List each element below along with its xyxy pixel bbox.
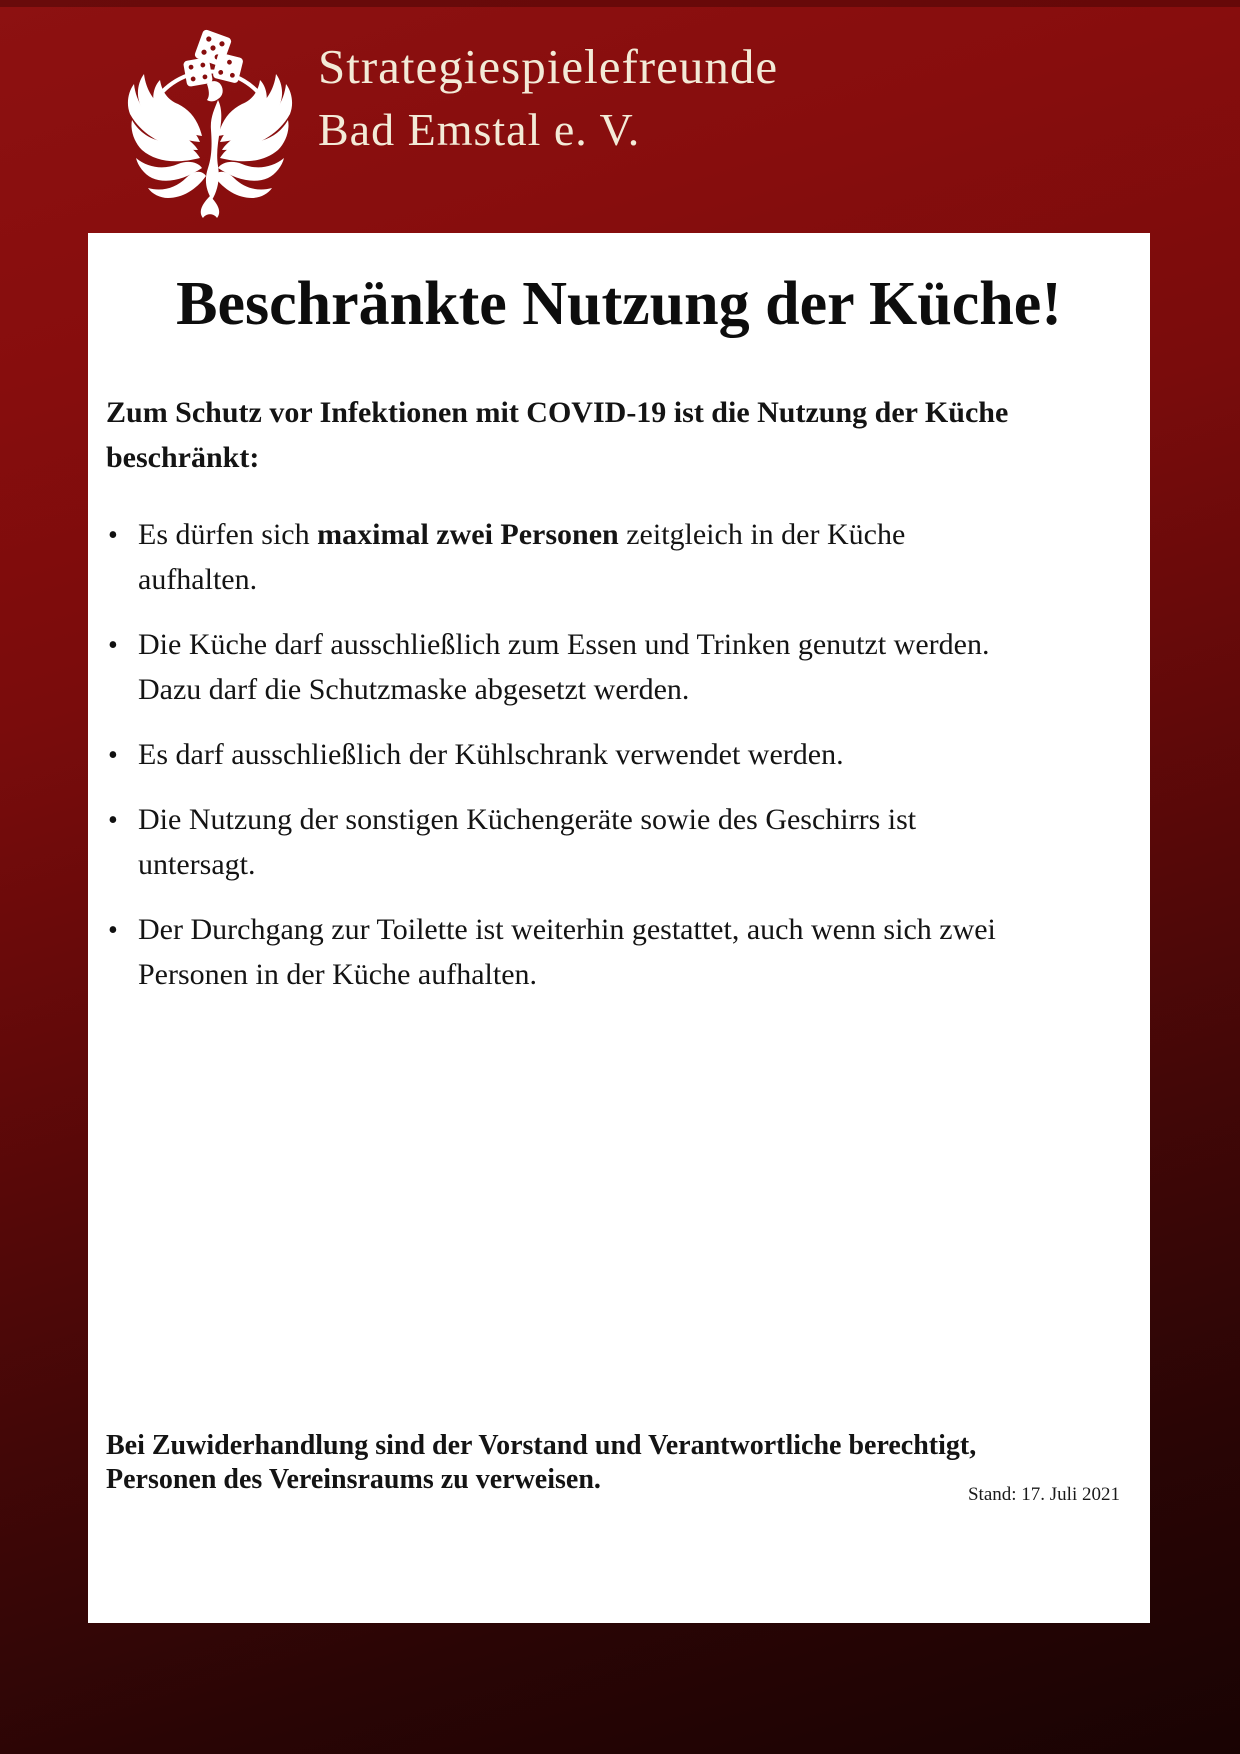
notice-card — [88, 233, 1150, 1623]
phoenix-dice-logo-icon — [110, 18, 310, 218]
page-title: Beschränkte Nutzung der Küche! — [176, 270, 1062, 338]
org-name — [318, 40, 778, 155]
list-item: • Die Küche darf ausschließlich zum Essen und Trinken genutzt werden. Dazu darf die Schutzmaske abgesetzt werden. — [108, 622, 1018, 712]
list-item: • Die Nutzung der sonstigen Küchengeräte sowie des Geschirrs ist untersagt. — [108, 797, 1018, 887]
date-stamp: Stand: 17. Juli 2021 — [967, 1484, 1120, 1505]
intro-text: Zum Schutz vor Infektionen mit COVID-19 ist die Nutzung der Küche beschränkt: — [106, 396, 1009, 475]
list-item: • Es darf ausschließlich der Kühlschrank verwendet werden. — [108, 732, 1018, 777]
rules-list — [88, 512, 1150, 997]
org-name-line2: Bad Emstal e. V. — [318, 103, 641, 155]
list-item: • Es dürfen sich maximal zwei Personen zeitgleich in der Küche aufhalten. — [108, 512, 1018, 602]
org-name-line1: Strategiespielefreunde — [318, 39, 779, 94]
footer-note: Bei Zuwiderhandlung sind der Vorstand und Verantwortliche berechtigt, Personen des Vereinsraums zu verweisen. — [106, 1430, 977, 1495]
list-item: • Der Durchgang zur Toilette ist weiterhin gestattet, auch wenn sich zwei Personen in der Küche aufhalten. — [108, 907, 1018, 997]
